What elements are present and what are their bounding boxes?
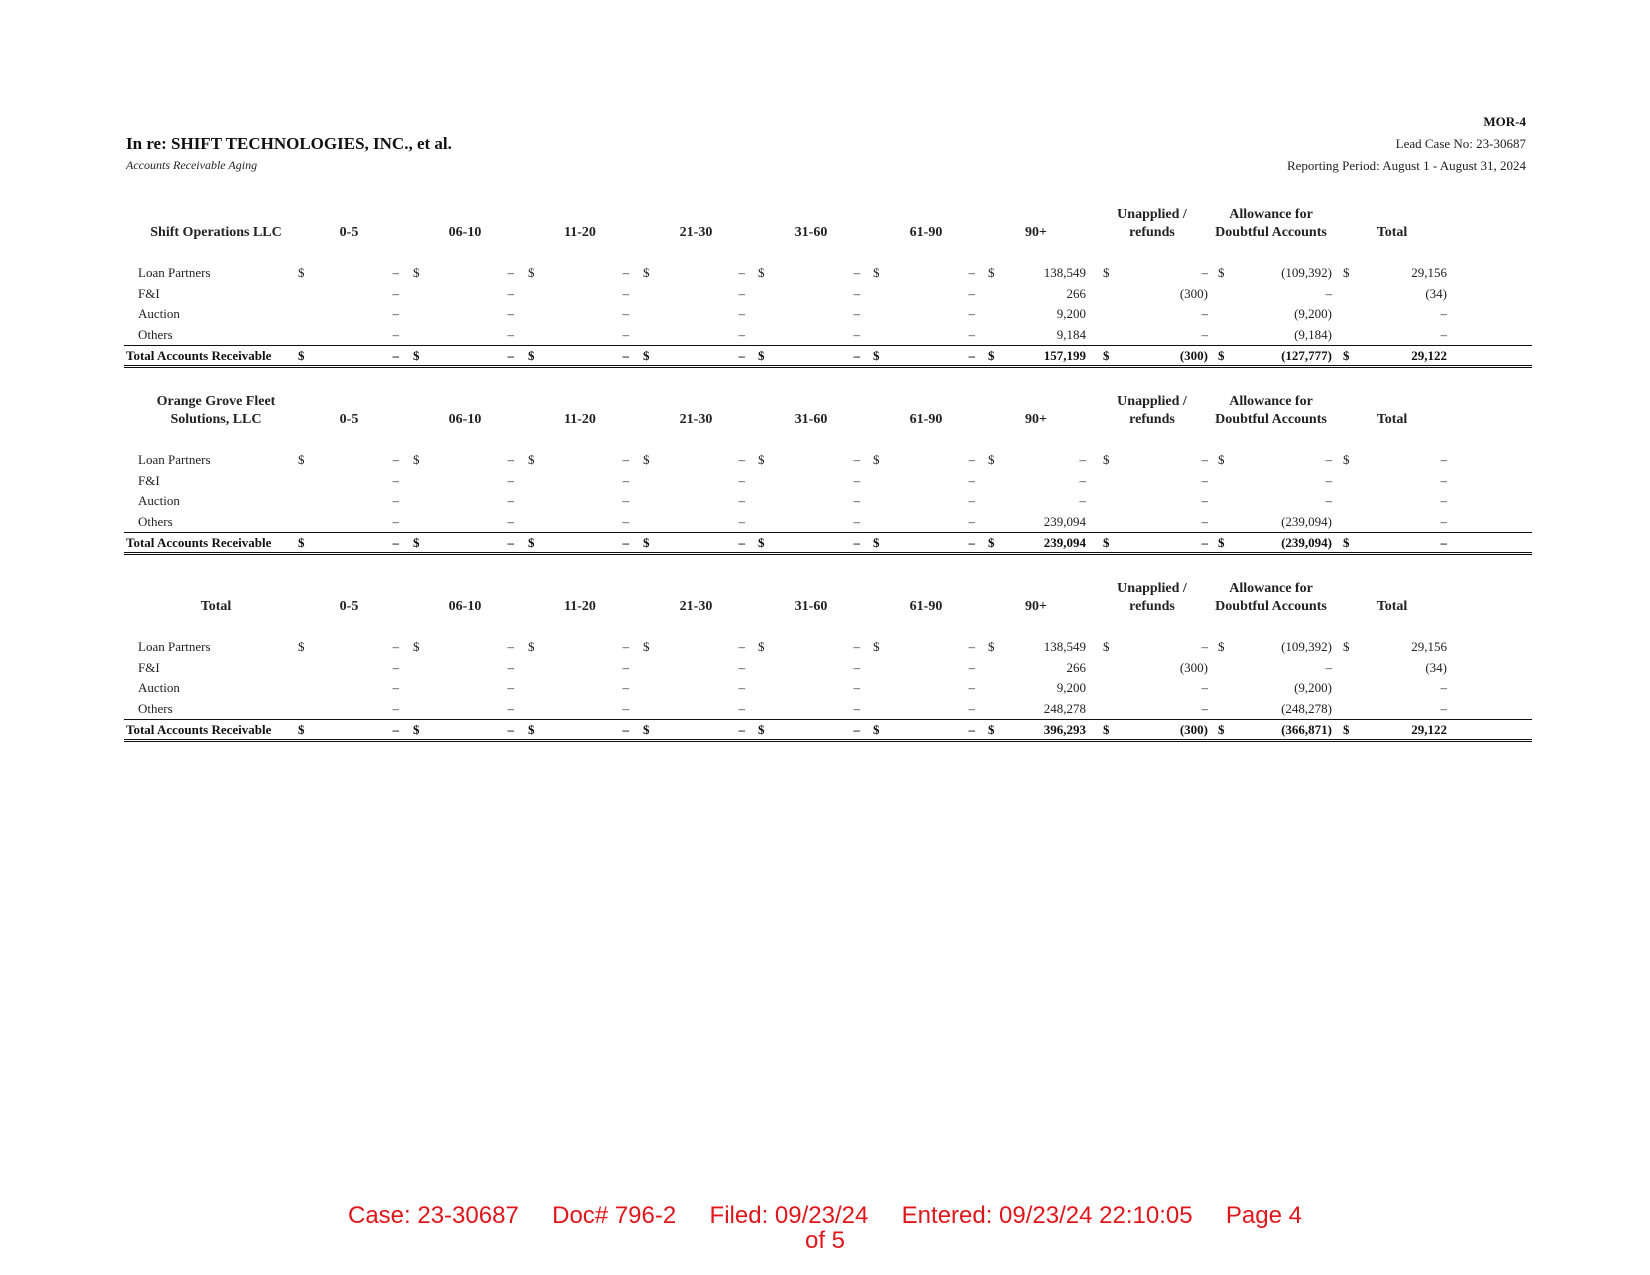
column-header-06-10: 06-10: [448, 599, 482, 614]
cell-allowance-doubtful: –: [1325, 472, 1332, 488]
cell-90-plus: 138,549: [1043, 639, 1086, 654]
column-header-31-60: 31-60: [794, 599, 828, 614]
currency-symbol: $: [643, 452, 650, 467]
column-header-11-20: 11-20: [564, 412, 596, 427]
cell-total: 29,122: [1411, 348, 1447, 364]
cell-06-10: –: [507, 326, 514, 342]
cell-61-90: –: [968, 659, 975, 675]
cell-31-60: –: [853, 472, 860, 488]
cell-31-60: –: [853, 326, 860, 342]
total-row: [124, 719, 1532, 742]
currency-symbol: $: [643, 639, 650, 654]
cell-unapplied-refunds: (300): [1179, 348, 1208, 364]
currency-symbol: $: [988, 452, 995, 467]
cell-unapplied-refunds: (300): [1179, 722, 1208, 738]
cell-61-90: –: [968, 306, 975, 322]
cell-allowance-doubtful: –: [1325, 452, 1332, 467]
cell-allowance-doubtful: –: [1325, 659, 1332, 675]
cell-06-10: –: [507, 285, 514, 301]
cell-unapplied-refunds: –: [1201, 493, 1208, 509]
column-header-90-plus: 90+: [1025, 599, 1047, 614]
row-label: Others: [138, 513, 173, 529]
cell-31-60: –: [853, 348, 860, 364]
column-header-21-30: 21-30: [679, 225, 713, 240]
column-header-0-5: 0-5: [339, 599, 359, 614]
currency-symbol: $: [988, 535, 995, 551]
currency-symbol: $: [1343, 265, 1350, 280]
cell-90-plus: 266: [1066, 285, 1086, 301]
cell-11-20: –: [622, 285, 629, 301]
cell-unapplied-refunds: –: [1201, 700, 1208, 716]
cell-90-plus: 9,184: [1056, 326, 1086, 342]
currency-symbol: $: [643, 348, 650, 364]
cell-total: –: [1440, 513, 1447, 529]
cell-06-10: –: [507, 493, 514, 509]
cell-61-90: –: [968, 700, 975, 716]
currency-symbol: $: [528, 722, 535, 738]
cell-unapplied-refunds: (300): [1179, 659, 1208, 675]
currency-symbol: $: [1103, 452, 1110, 467]
column-header-21-30: 21-30: [679, 412, 713, 427]
reporting-period: Reporting Period: August 1 - August 31, 2024: [1286, 158, 1526, 173]
column-header-total: Total: [1376, 412, 1408, 427]
cell-90-plus: 9,200: [1056, 680, 1086, 696]
column-header-06-10: 06-10: [448, 225, 482, 240]
cell-21-30: –: [738, 306, 745, 322]
cell-allowance-doubtful: (9,200): [1294, 680, 1332, 696]
cell-0-5: –: [392, 285, 399, 301]
row-label: Others: [138, 326, 173, 342]
cell-unapplied-refunds: –: [1201, 265, 1208, 280]
currency-symbol: $: [758, 535, 765, 551]
cell-0-5: –: [392, 722, 399, 738]
cell-21-30: –: [738, 639, 745, 654]
cell-31-60: –: [853, 265, 860, 280]
cell-11-20: –: [622, 306, 629, 322]
cell-61-90: –: [968, 722, 975, 738]
cell-06-10: –: [507, 680, 514, 696]
cell-11-20: –: [622, 265, 629, 280]
cell-31-60: –: [853, 535, 860, 551]
column-header-total: Total: [1376, 599, 1408, 614]
currency-symbol: $: [1218, 265, 1225, 280]
currency-symbol: $: [298, 265, 305, 280]
row-label: Auction: [138, 680, 180, 696]
cell-11-20: –: [622, 722, 629, 738]
currency-symbol: $: [873, 265, 880, 280]
cell-0-5: –: [392, 493, 399, 509]
cell-06-10: –: [507, 722, 514, 738]
filing-stamp-line-1: Case: 23-30687 Doc# 796-2 Filed: 09/23/24 Entered: 09/23/24 22:10:05 Page 4: [348, 1202, 1302, 1229]
cell-11-20: –: [622, 493, 629, 509]
cell-total: –: [1440, 535, 1447, 551]
cell-allowance-doubtful: (109,392): [1281, 639, 1332, 654]
row-label: Auction: [138, 493, 180, 509]
cell-allowance-doubtful: (248,278): [1281, 700, 1332, 716]
row-label: Loan Partners: [138, 452, 211, 467]
cell-0-5: –: [392, 472, 399, 488]
table-row: [124, 491, 1532, 512]
table-row: [124, 699, 1532, 720]
cell-unapplied-refunds: –: [1201, 639, 1208, 654]
section-combined-total: [124, 576, 1532, 742]
currency-symbol: $: [1343, 722, 1350, 738]
cell-allowance-doubtful: (239,094): [1281, 535, 1332, 551]
cell-allowance-doubtful: (366,871): [1281, 722, 1332, 738]
currency-symbol: $: [298, 348, 305, 364]
case-header: [126, 134, 452, 173]
total-row: [124, 532, 1532, 555]
column-header-allowance-doubtful: Allowance for Doubtful Accounts: [1215, 581, 1327, 614]
currency-symbol: $: [528, 348, 535, 364]
column-header-row: [124, 389, 1532, 431]
cell-unapplied-refunds: –: [1201, 513, 1208, 529]
cell-11-20: –: [622, 700, 629, 716]
entity-name: Orange Grove Fleet Solutions, LLC: [156, 394, 276, 427]
entity-name: Shift Operations LLC: [150, 225, 282, 240]
currency-symbol: $: [873, 535, 880, 551]
cell-allowance-doubtful: –: [1325, 285, 1332, 301]
currency-symbol: $: [1103, 348, 1110, 364]
currency-symbol: $: [873, 639, 880, 654]
column-header-unapplied-refunds: Unapplied / refunds: [1117, 581, 1187, 614]
filing-stamp-line-2: of 5: [804, 1227, 846, 1254]
cell-total: –: [1440, 306, 1447, 322]
cell-21-30: –: [738, 285, 745, 301]
cell-06-10: –: [507, 348, 514, 364]
cell-21-30: –: [738, 700, 745, 716]
column-header-21-30: 21-30: [679, 599, 713, 614]
cell-11-20: –: [622, 472, 629, 488]
cell-90-plus: 138,549: [1043, 265, 1086, 280]
column-header-31-60: 31-60: [794, 412, 828, 427]
table-row: [124, 471, 1532, 492]
cell-21-30: –: [738, 659, 745, 675]
cell-0-5: –: [392, 680, 399, 696]
cell-0-5: –: [392, 348, 399, 364]
cell-31-60: –: [853, 639, 860, 654]
cell-0-5: –: [392, 306, 399, 322]
currency-symbol: $: [528, 452, 535, 467]
total-row: [124, 345, 1532, 368]
cell-0-5: –: [392, 265, 399, 280]
currency-symbol: $: [413, 535, 420, 551]
cell-total: –: [1440, 493, 1447, 509]
cell-31-60: –: [853, 700, 860, 716]
column-header-allowance-doubtful: Allowance for Doubtful Accounts: [1215, 394, 1327, 427]
currency-symbol: $: [528, 535, 535, 551]
cell-0-5: –: [392, 513, 399, 529]
currency-symbol: $: [413, 265, 420, 280]
currency-symbol: $: [413, 348, 420, 364]
row-label: Total Accounts Receivable: [126, 722, 272, 738]
cell-61-90: –: [968, 513, 975, 529]
row-label: Total Accounts Receivable: [126, 348, 272, 364]
currency-symbol: $: [758, 639, 765, 654]
currency-symbol: $: [413, 639, 420, 654]
cell-21-30: –: [738, 493, 745, 509]
cell-61-90: –: [968, 472, 975, 488]
currency-symbol: $: [1218, 722, 1225, 738]
cell-11-20: –: [622, 348, 629, 364]
column-header-allowance-doubtful: Allowance for Doubtful Accounts: [1215, 207, 1327, 240]
currency-symbol: $: [528, 639, 535, 654]
cell-61-90: –: [968, 452, 975, 467]
currency-symbol: $: [988, 639, 995, 654]
table-row: [124, 325, 1532, 346]
cell-allowance-doubtful: (127,777): [1281, 348, 1332, 364]
cell-allowance-doubtful: (9,184): [1294, 326, 1332, 342]
currency-symbol: $: [1343, 535, 1350, 551]
cell-unapplied-refunds: –: [1201, 452, 1208, 467]
cell-0-5: –: [392, 535, 399, 551]
cell-61-90: –: [968, 493, 975, 509]
cell-total: –: [1440, 326, 1447, 342]
currency-symbol: $: [1343, 639, 1350, 654]
currency-symbol: $: [1103, 722, 1110, 738]
column-header-61-90: 61-90: [909, 599, 943, 614]
currency-symbol: $: [1343, 452, 1350, 467]
cell-total: 29,156: [1411, 265, 1447, 280]
column-header-90-plus: 90+: [1025, 225, 1047, 240]
cell-21-30: –: [738, 680, 745, 696]
row-label: Loan Partners: [138, 265, 211, 280]
column-header-total: Total: [1376, 225, 1408, 240]
row-label: F&I: [138, 659, 160, 675]
currency-symbol: $: [643, 265, 650, 280]
column-header-row: [124, 576, 1532, 618]
currency-symbol: $: [413, 452, 420, 467]
cell-90-plus: 248,278: [1043, 700, 1086, 716]
column-header-11-20: 11-20: [564, 225, 596, 240]
cell-31-60: –: [853, 452, 860, 467]
cell-total: –: [1440, 700, 1447, 716]
cell-21-30: –: [738, 722, 745, 738]
currency-symbol: $: [988, 348, 995, 364]
cell-total: –: [1440, 452, 1447, 467]
column-header-row: [124, 202, 1532, 244]
cell-31-60: –: [853, 722, 860, 738]
column-header-11-20: 11-20: [564, 599, 596, 614]
cell-unapplied-refunds: –: [1201, 680, 1208, 696]
cell-21-30: –: [738, 265, 745, 280]
cell-allowance-doubtful: (9,200): [1294, 306, 1332, 322]
cell-total: 29,122: [1411, 722, 1447, 738]
cell-61-90: –: [968, 680, 975, 696]
entity-name: Total: [200, 599, 232, 614]
cell-11-20: –: [622, 513, 629, 529]
cell-90-plus: 396,293: [1043, 722, 1086, 738]
cell-21-30: –: [738, 348, 745, 364]
cell-unapplied-refunds: –: [1201, 472, 1208, 488]
currency-symbol: $: [988, 722, 995, 738]
currency-symbol: $: [298, 535, 305, 551]
currency-symbol: $: [873, 722, 880, 738]
column-header-90-plus: 90+: [1025, 412, 1047, 427]
row-label: F&I: [138, 472, 160, 488]
currency-symbol: $: [1103, 639, 1110, 654]
row-label: Total Accounts Receivable: [126, 535, 272, 551]
row-label: Others: [138, 700, 173, 716]
case-info: [1287, 114, 1526, 174]
cell-61-90: –: [968, 326, 975, 342]
cell-06-10: –: [507, 700, 514, 716]
currency-symbol: $: [873, 452, 880, 467]
column-header-06-10: 06-10: [448, 412, 482, 427]
currency-symbol: $: [413, 722, 420, 738]
cell-90-plus: 239,094: [1043, 513, 1086, 529]
currency-symbol: $: [873, 348, 880, 364]
cell-21-30: –: [738, 452, 745, 467]
row-label: Loan Partners: [138, 639, 211, 654]
table-row: [124, 637, 1532, 658]
cell-61-90: –: [968, 639, 975, 654]
cell-21-30: –: [738, 535, 745, 551]
row-label: F&I: [138, 285, 160, 301]
currency-symbol: $: [1103, 535, 1110, 551]
cell-90-plus: –: [1079, 493, 1086, 509]
cell-06-10: –: [507, 265, 514, 280]
cell-21-30: –: [738, 513, 745, 529]
cell-31-60: –: [853, 306, 860, 322]
form-id: MOR-4: [1483, 114, 1526, 129]
cell-allowance-doubtful: (239,094): [1281, 513, 1332, 529]
cell-11-20: –: [622, 639, 629, 654]
cell-allowance-doubtful: –: [1325, 493, 1332, 509]
cell-total: –: [1440, 472, 1447, 488]
currency-symbol: $: [758, 452, 765, 467]
cell-allowance-doubtful: (109,392): [1281, 265, 1332, 280]
cell-31-60: –: [853, 659, 860, 675]
currency-symbol: $: [643, 722, 650, 738]
cell-06-10: –: [507, 513, 514, 529]
cell-06-10: –: [507, 452, 514, 467]
currency-symbol: $: [758, 348, 765, 364]
cell-31-60: –: [853, 513, 860, 529]
cell-06-10: –: [507, 472, 514, 488]
cell-61-90: –: [968, 285, 975, 301]
cell-total: –: [1440, 680, 1447, 696]
currency-symbol: $: [988, 265, 995, 280]
cell-unapplied-refunds: –: [1201, 326, 1208, 342]
table-row: [124, 512, 1532, 533]
cell-90-plus: –: [1079, 472, 1086, 488]
table-row: [124, 284, 1532, 305]
table-row: [124, 678, 1532, 699]
case-title: In re: SHIFT TECHNOLOGIES, INC., et al.: [126, 134, 452, 153]
cell-06-10: –: [507, 535, 514, 551]
cell-90-plus: 239,094: [1043, 535, 1086, 551]
cell-unapplied-refunds: –: [1201, 306, 1208, 322]
cell-31-60: –: [853, 493, 860, 509]
currency-symbol: $: [298, 452, 305, 467]
cell-unapplied-refunds: –: [1201, 535, 1208, 551]
row-label: Auction: [138, 306, 180, 322]
column-header-0-5: 0-5: [339, 412, 359, 427]
report-subtitle: Accounts Receivable Aging: [126, 158, 258, 172]
cell-06-10: –: [507, 659, 514, 675]
currency-symbol: $: [1343, 348, 1350, 364]
court-filing-stamp: [0, 1203, 1650, 1253]
cell-0-5: –: [392, 639, 399, 654]
column-header-61-90: 61-90: [909, 412, 943, 427]
cell-61-90: –: [968, 535, 975, 551]
currency-symbol: $: [1218, 535, 1225, 551]
section-shift-operations: [124, 202, 1532, 368]
column-header-unapplied-refunds: Unapplied / refunds: [1117, 207, 1187, 240]
currency-symbol: $: [758, 722, 765, 738]
cell-0-5: –: [392, 452, 399, 467]
table-row: [124, 263, 1532, 284]
cell-unapplied-refunds: (300): [1179, 285, 1208, 301]
currency-symbol: $: [528, 265, 535, 280]
table-row: [124, 658, 1532, 679]
cell-11-20: –: [622, 452, 629, 467]
column-header-31-60: 31-60: [794, 225, 828, 240]
table-row: [124, 450, 1532, 471]
cell-90-plus: 9,200: [1056, 306, 1086, 322]
currency-symbol: $: [298, 722, 305, 738]
cell-total: 29,156: [1411, 639, 1447, 654]
cell-90-plus: 157,199: [1043, 348, 1086, 364]
column-header-unapplied-refunds: Unapplied / refunds: [1117, 394, 1187, 427]
cell-total: (34): [1425, 659, 1447, 675]
currency-symbol: $: [298, 639, 305, 654]
cell-90-plus: –: [1079, 452, 1086, 467]
column-header-61-90: 61-90: [909, 225, 943, 240]
cell-06-10: –: [507, 639, 514, 654]
cell-0-5: –: [392, 700, 399, 716]
cell-31-60: –: [853, 285, 860, 301]
cell-11-20: –: [622, 535, 629, 551]
currency-symbol: $: [1103, 265, 1110, 280]
table-row: [124, 304, 1532, 325]
currency-symbol: $: [1218, 348, 1225, 364]
column-header-0-5: 0-5: [339, 225, 359, 240]
cell-06-10: –: [507, 306, 514, 322]
cell-21-30: –: [738, 472, 745, 488]
currency-symbol: $: [1218, 452, 1225, 467]
cell-0-5: –: [392, 659, 399, 675]
lead-case-number: Lead Case No: 23-30687: [1395, 136, 1526, 151]
cell-61-90: –: [968, 348, 975, 364]
cell-61-90: –: [968, 265, 975, 280]
cell-11-20: –: [622, 326, 629, 342]
currency-symbol: $: [643, 535, 650, 551]
cell-11-20: –: [622, 680, 629, 696]
cell-21-30: –: [738, 326, 745, 342]
cell-31-60: –: [853, 680, 860, 696]
currency-symbol: $: [758, 265, 765, 280]
cell-11-20: –: [622, 659, 629, 675]
cell-90-plus: 266: [1066, 659, 1086, 675]
currency-symbol: $: [1218, 639, 1225, 654]
cell-total: (34): [1425, 285, 1447, 301]
cell-0-5: –: [392, 326, 399, 342]
section-orange-grove-fleet: [124, 389, 1532, 555]
